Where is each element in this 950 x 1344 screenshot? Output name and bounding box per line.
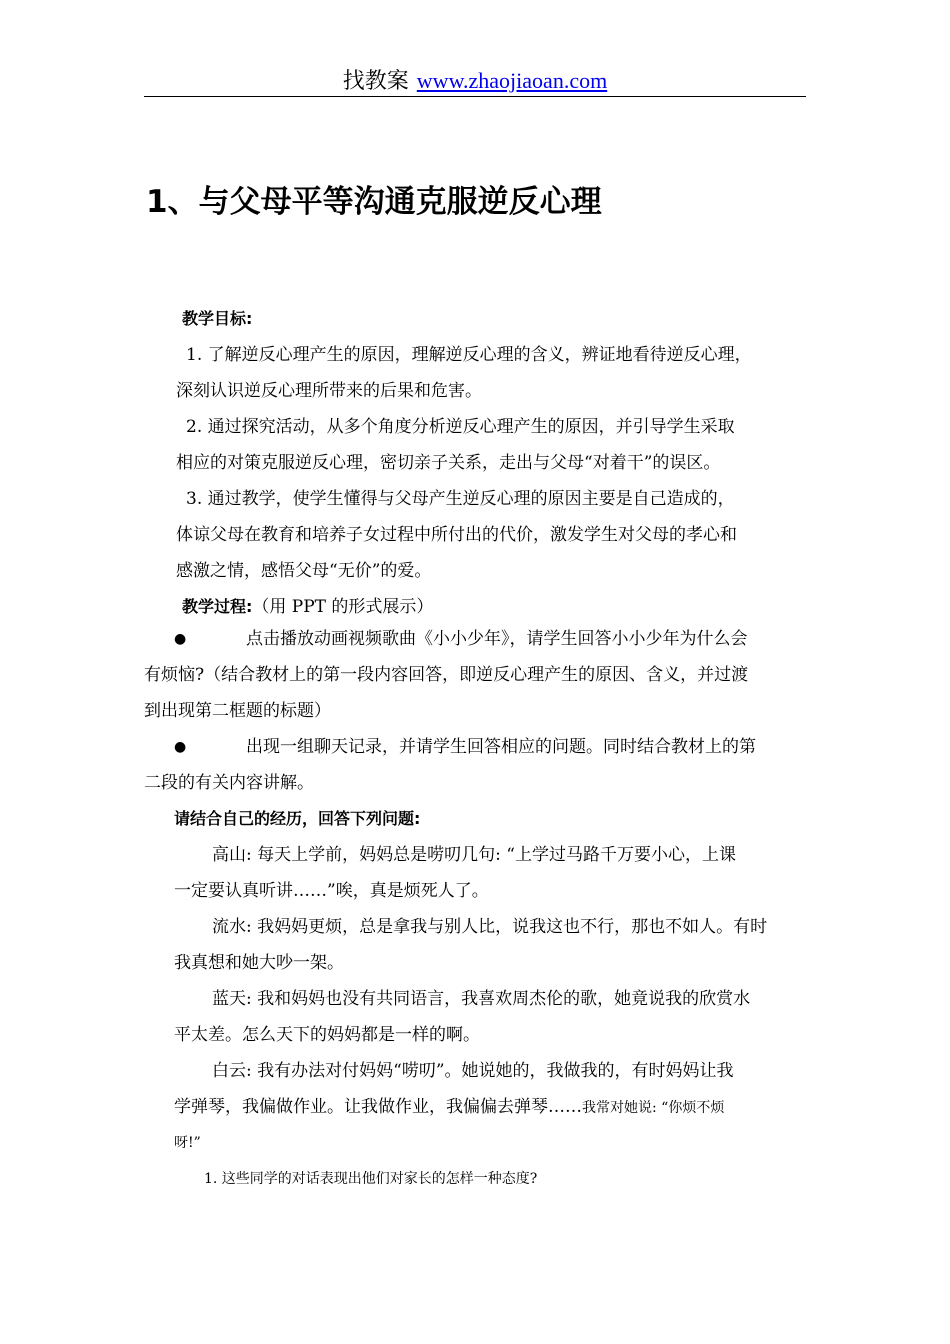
objectives-heading: 教学目标: <box>182 309 253 328</box>
process-heading: 教学过程: <box>182 597 253 616</box>
liushui-line-2: 我真想和她大吵一架。 <box>174 953 344 973</box>
lantian-line-1: 蓝天: 我和妈妈也没有共同语言，我喜欢周杰伦的歌，她竟说我的欣赏水 <box>212 989 751 1009</box>
bullet-2-line-1: 出现一组聊天记录，并请学生回答相应的问题。同时结合教材上的第 <box>246 737 756 757</box>
page-header <box>144 66 806 97</box>
baiyun-line-2b: 我常对她说: “你烦不烦 <box>582 1100 725 1116</box>
lesson-title: 1、与父母平等沟通克服逆反心理 <box>146 184 602 220</box>
bullet-1-line-1: 点击播放动画视频歌曲《小小少年》，请学生回答小小少年为什么会 <box>246 629 748 649</box>
process-note: （用 PPT 的形式展示） <box>252 597 434 617</box>
baiyun-line-1: 白云: 我有办法对付妈妈“唠叨”。她说她的，我做我的，有时妈妈让我 <box>212 1061 734 1081</box>
baiyun-line-2 <box>174 1088 724 1127</box>
lantian-line-2: 平太差。怎么天下的妈妈都是一样的啊。 <box>174 1025 480 1045</box>
header-divider <box>144 96 806 97</box>
bullet-1-line-3: 到出现第二框题的标题） <box>144 701 331 721</box>
gaoshan-line-1: 高山: 每天上学前，妈妈总是唠叨几句: “上学过马路千万要小心，上课 <box>212 845 736 865</box>
site-name: 找教案 <box>342 68 409 93</box>
objective-2-line-2: 相应的对策克服逆反心理，密切亲子关系，走出与父母“对着干”的误区。 <box>176 453 721 473</box>
objective-2-line-1: 2. 通过探究活动，从多个角度分析逆反心理产生的原因，并引导学生采取 <box>186 417 735 437</box>
objective-1-line-1: 1. 了解逆反心理产生的原因，理解逆反心理的含义，辨证地看待逆反心理， <box>186 345 752 365</box>
objective-1-line-2: 深刻认识逆反心理所带来的后果和危害。 <box>176 381 482 401</box>
liushui-line-1: 流水: 我妈妈更烦，总是拿我与别人比，说我这也不行，那也不如人。有时 <box>212 917 768 937</box>
objective-3-line-2: 体谅父母在教育和培养子女过程中所付出的代价，激发学生对父母的孝心和 <box>176 525 737 545</box>
question-1: 1. 这些同学的对话表现出他们对家长的怎样一种态度? <box>204 1171 538 1187</box>
bullet-1-line-2: 有烦恼?（结合教材上的第一段内容回答，即逆反心理产生的原因、含义，并过渡 <box>144 665 749 685</box>
bullet-2-icon: ● <box>174 739 187 755</box>
site-url-link[interactable]: www.zhaojiaoan.com <box>416 68 608 93</box>
baiyun-line-2a: 学弹琴，我偏做作业。让我做作业，我偏偏去弹琴…… <box>174 1097 582 1117</box>
bullet-1-icon: ● <box>174 631 187 647</box>
objective-3-line-3: 感激之情，感悟父母“无价”的爱。 <box>176 561 432 581</box>
objective-3-line-1: 3. 通过教学，使学生懂得与父母产生逆反心理的原因主要是自己造成的， <box>186 489 735 509</box>
gaoshan-line-2: 一定要认真听讲……”唉，真是烦死人了。 <box>174 881 489 901</box>
bullet-2-line-2: 二段的有关内容讲解。 <box>144 773 314 793</box>
baiyun-line-3: 呀!” <box>174 1135 201 1151</box>
dialogue-heading: 请结合自己的经历，回答下列问题: <box>174 809 421 828</box>
